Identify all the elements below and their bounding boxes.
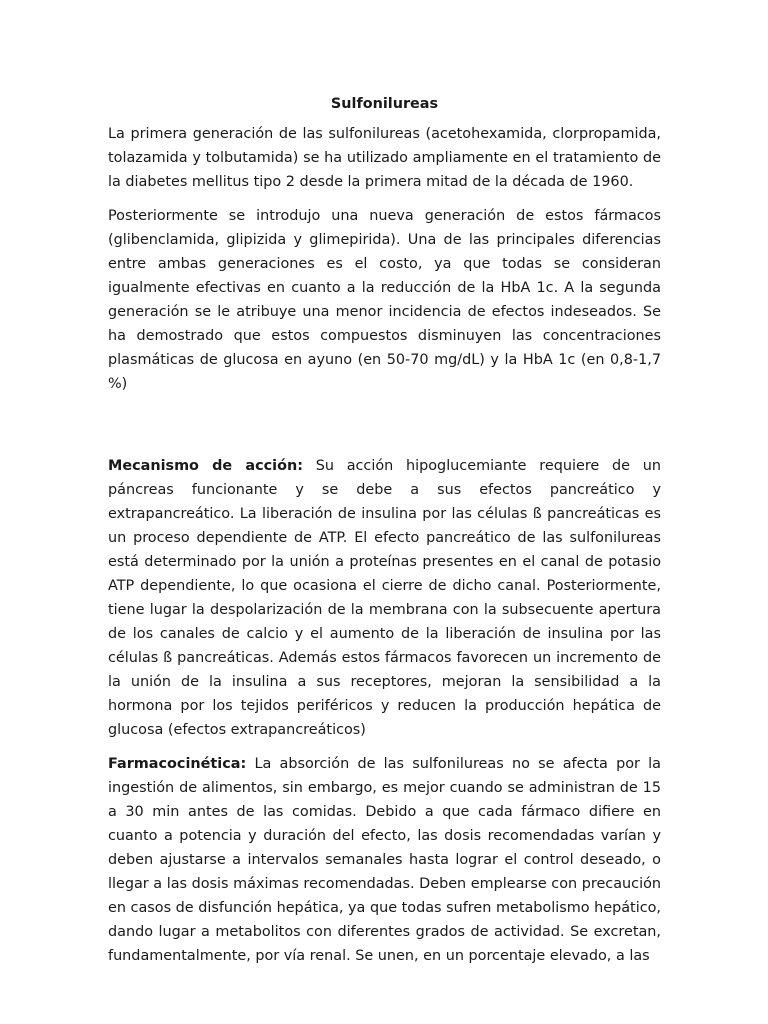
paragraph-text: La absorción de las sulfonilureas no se afecta por la ingestión de alimentos, sin embargo, es mejor cuando se administran de 15 a 30 min antes de las comidas. Debido a que cada fármaco difiere en cuanto a potencia y duración del efecto, las dosis recomendadas varían y deben ajustarse a intervalos semanales hasta lograr el control deseado, o llegar a las dosis máximas recomendadas. Deben emplearse con precaución en casos de disfunción hepática, ya que todas sufren metabolismo hepático, dando lugar a metabolitos con diferentes grados de actividad. Se excretan, fundamentalmente, por vía renal. Se unen, en un porcentaje elevado, a las [108,756,661,964]
paragraph-text: Posteriormente se introdujo una nueva generación de estos fármacos (glibenclamida, glipizida y glimepirida). Una de las principales diferencias entre ambas generaciones es el costo, ya que todas se consideran igualmente efectivas en cuanto a la reducción de la HbA 1c. A la segunda generación se le atribuye una menor incidencia de efectos indeseados. Se ha demostrado que estos compuestos disminuyen las concentraciones plasmáticas de glucosa en ayuno (en 50-70 mg/dL) y la HbA 1c (en 0,8-1,7 %) [108,208,661,392]
paragraph-mechanism-of-action [108,454,661,742]
paragraph-text: La primera generación de las sulfonilureas (acetohexamida, clorpropamida, tolazamida y tolbutamida) se ha utilizado ampliamente en el tratamiento de la diabetes mellitus tipo 2 desde la primera mitad de la década de 1960. [108,126,661,190]
paragraph-second-generation [108,204,661,396]
paragraph-text: Su acción hipoglucemiante requiere de un páncreas funcionante y se debe a sus efectos pancreático y extrapancreático. La liberación de insulina por las células ß pancreáticas es un proceso dependiente de ATP. El efecto pancreático de las sulfonilureas está determinado por la unión a proteínas presentes en el canal de potasio ATP dependiente, lo que ocasiona el cierre de dicho canal. Posteriormente, tiene lugar la despolarización de la membrana con la subsecuente apertura de los canales de calcio y el aumento de la liberación de insulina por las células ß pancreáticas. Además estos fármacos favorecen un incremento de la unión de la insulina a sus receptores, mejoran la sensibilidad a la hormona por los tejidos periféricos y reducen la producción hepática de glucosa (efectos extrapancreáticos) [108,458,661,738]
section-heading-mechanism: Mecanismo de acción: [108,458,303,474]
document-title: Sulfonilureas [330,96,439,112]
paragraph-first-generation [108,122,661,194]
paragraph-pharmacokinetics [108,752,661,968]
section-heading-pharmacokinetics: Farmacocinética: [108,756,247,772]
document-page [108,92,661,968]
